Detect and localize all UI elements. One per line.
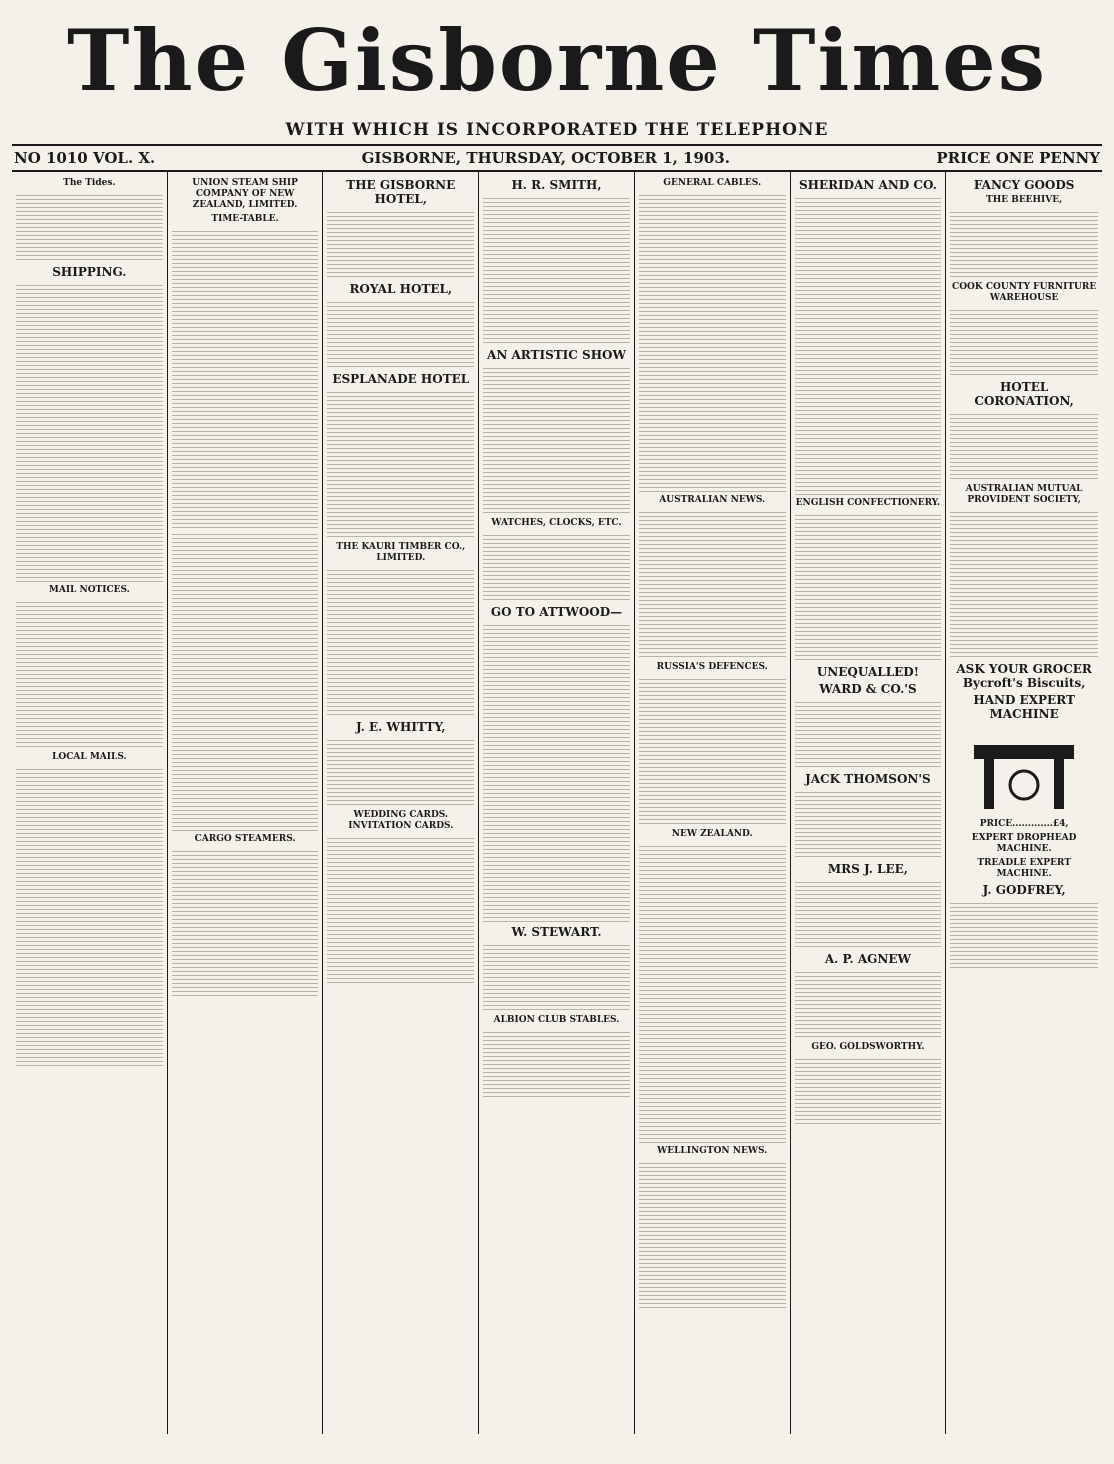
fancy-goods-heading: FANCY GOODS xyxy=(973,178,1075,192)
local-mails-heading: LOCAL MAILS. xyxy=(52,752,127,762)
masthead-subtitle: WITH WHICH IS INCORPORATED THE TELEPHONE xyxy=(285,120,829,140)
artistic-show-heading: AN ARTISTIC SHOW xyxy=(487,348,626,362)
nz-heading: NEW ZEALAND. xyxy=(671,829,753,839)
hand-expert-heading: HAND EXPERT MACHINE xyxy=(973,693,1075,721)
column-3 xyxy=(323,172,479,1434)
union-heading: UNION STEAM SHIP COMPANY OF NEW ZEALAND, LIMITED. xyxy=(192,178,298,210)
cards-heading: WEDDING CARDS. INVITATION CARDS. xyxy=(348,810,454,831)
bycroft-heading: ASK YOUR GROCER Bycroft's Biscuits, xyxy=(956,662,1092,690)
cables-heading: GENERAL CABLES. xyxy=(663,178,762,188)
albion-heading: ALBION CLUB STABLES. xyxy=(493,1015,620,1025)
amp-heading: AUSTRALIAN MUTUAL PROVIDENT SOCIETY, xyxy=(965,484,1083,505)
cook-county-heading: COOK COUNTY FURNITURE WAREHOUSE xyxy=(952,282,1097,303)
place-date: GISBORNE, THURSDAY, OCTOBER 1, 1903. xyxy=(361,149,731,167)
attwood-heading: GO TO ATTWOOD— xyxy=(490,605,623,619)
dateline xyxy=(12,144,1102,172)
shipping-heading: SHIPPING. xyxy=(52,265,127,279)
column-6 xyxy=(791,172,947,1434)
agnew-heading: A. P. AGNEW xyxy=(824,952,912,966)
mrs-lee-heading: MRS J. LEE, xyxy=(827,862,908,876)
mail-heading: MAIL NOTICES. xyxy=(48,585,130,595)
price-1: PRICE.............£4, xyxy=(979,819,1069,829)
australian-news-heading: AUSTRALIAN NEWS. xyxy=(659,495,766,505)
russia-heading: RUSSIA'S DEFENCES. xyxy=(656,662,768,672)
masthead-title: The Gisborne Times xyxy=(66,11,1047,110)
drophead-heading: EXPERT DROPHEAD MACHINE. xyxy=(971,833,1077,854)
column-1 xyxy=(12,172,168,1434)
column-5 xyxy=(635,172,791,1434)
sewing-machine-image xyxy=(950,725,1098,815)
unequalled-heading: UNEQUALLED! xyxy=(816,665,919,679)
smith-heading: H. R. SMITH, xyxy=(511,178,602,192)
treadle-heading: TREADLE EXPERT MACHINE. xyxy=(977,858,1071,879)
hotel-coronation-heading: HOTEL CORONATION, xyxy=(974,380,1074,408)
gisborne-hotel-heading: THE GISBORNE HOTEL, xyxy=(346,178,456,206)
column-7 xyxy=(946,172,1102,1434)
goldsworthy-heading: GEO. GOLDSWORTHY. xyxy=(811,1042,925,1052)
esplanade-hotel-heading: ESPLANADE HOTEL xyxy=(332,372,470,386)
jack-thomson-heading: JACK THOMSON'S xyxy=(805,772,931,786)
godfrey-heading: J. GODFREY, xyxy=(982,883,1066,897)
whitty-heading: J. E. WHITTY, xyxy=(355,720,446,734)
watches-heading: WATCHES, CLOCKS, ETC. xyxy=(491,518,622,528)
issue-number: NO 1010 VOL. X. xyxy=(14,149,156,167)
tides-heading: The Tides. xyxy=(63,178,116,188)
beehive-heading: THE BEEHIVE, xyxy=(986,195,1063,205)
price: PRICE ONE PENNY xyxy=(936,149,1100,167)
timetable-heading: TIME-TABLE. xyxy=(211,214,279,224)
stewart-heading: W. STEWART. xyxy=(511,925,602,939)
column-2 xyxy=(168,172,324,1434)
kauri-heading: THE KAURI TIMBER CO., LIMITED. xyxy=(336,542,466,563)
column-4 xyxy=(479,172,635,1434)
columns xyxy=(12,172,1102,1434)
royal-hotel-heading: ROYAL HOTEL, xyxy=(349,282,453,296)
sheridan-heading: SHERIDAN AND CO. xyxy=(798,178,937,192)
english-confectionery-heading: ENGLISH CONFECTIONERY. xyxy=(795,498,941,508)
ward-heading: WARD & CO.'S xyxy=(819,682,917,696)
wellington-heading: WELLINGTON NEWS. xyxy=(657,1146,768,1156)
cargo-heading: CARGO STEAMERS. xyxy=(194,834,296,844)
